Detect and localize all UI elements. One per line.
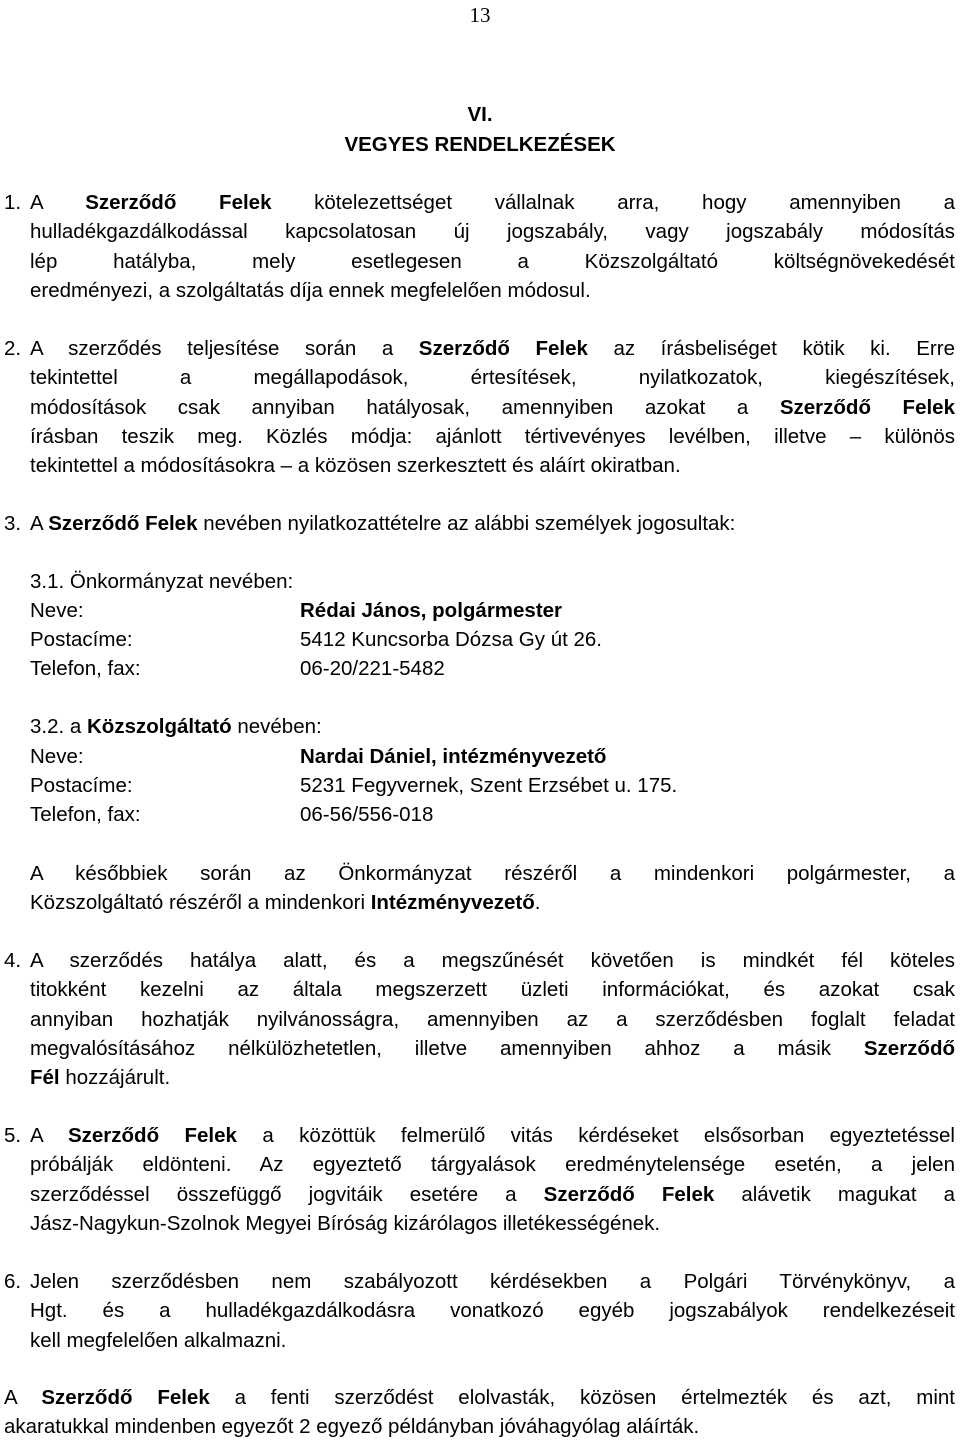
text: A — [30, 512, 49, 535]
role-name: Intézményvezető — [370, 891, 535, 915]
text: a közöttük felmerülő vitás kérdéseket elsősorban egyeztetéssel — [236, 1124, 955, 1147]
field-value: Nardai Dániel, intézményvezető — [300, 745, 607, 768]
section-1-text — [30, 188, 955, 305]
section-5-number: 5. — [4, 1124, 22, 1147]
party-name: Fél — [30, 1066, 60, 1090]
section-6-text — [30, 1267, 955, 1355]
party-name: Szerződő Felek — [48, 512, 198, 535]
chapter-title: VEGYES RENDELKEZÉSEK — [344, 133, 616, 156]
text-line: tekintettel a megállapodások, értesítések, nyilatkozatok, kiegészítések, — [30, 366, 955, 390]
section-3-2-title — [30, 712, 955, 741]
field-label: Neve: — [30, 745, 84, 768]
party-name: Közszolgáltató — [87, 715, 232, 738]
section-2-continuation — [4, 363, 955, 480]
text: hozzájárult. — [59, 1066, 171, 1090]
party-name: Szerződő Felek — [418, 337, 588, 360]
text: A — [4, 1386, 42, 1409]
section-3-1-title: 3.1. Önkormányzat nevében: — [30, 570, 294, 593]
field-label: Telefon, fax: — [30, 657, 141, 680]
party-name: Szerződő — [863, 1036, 955, 1060]
field-label: Postacíme: — [30, 628, 133, 651]
text-line: Jász-Nagykun-Szolnok Megyei Bíróság kizárólagos illetékességének. — [30, 1211, 661, 1235]
field-value: 5231 Fegyvernek, Szent Erzsébet u. 175. — [300, 774, 678, 797]
text: az írásbeliséget kötik ki. Erre — [587, 337, 955, 360]
field-label: Postacíme: — [30, 774, 133, 797]
section-3-number: 3. — [4, 512, 22, 535]
text: szerződéssel összefüggő jogvitáik esetére a — [30, 1182, 544, 1206]
text-line: tekintettel a módosításokra – a közösen szerkesztett és aláírt okiratban. — [30, 454, 681, 478]
section-6-number: 6. — [4, 1270, 22, 1293]
text-line: Hgt. és a hulladékgazdálkodásra vonatkozó egyéb jogszabályok rendelkezéseit — [30, 1299, 955, 1323]
text-line: A szerződés hatálya alatt, és a megszűnését követően is mindkét fél köteles — [30, 949, 955, 972]
text-line: A későbbiek során az Önkormányzat részéről a mindenkori polgármester, a — [30, 862, 955, 885]
party-name: Szerződő Felek — [779, 395, 955, 419]
text: a fenti szerződést elolvasták, közösen értelmezték és azt, mint — [209, 1386, 955, 1409]
party-name: Szerződő Felek — [85, 191, 272, 214]
section-3-1-phone-row — [30, 654, 955, 683]
section-2-text — [30, 334, 955, 363]
text-line: titokként kezelni az általa megszerzett üzleti információkat, és azokat csak — [30, 978, 955, 1002]
section-4-number: 4. — [4, 949, 22, 972]
text-line: írásban teszik meg. Közlés módja: ajánlott tértivevényes levélben, illetve – különös — [30, 424, 955, 448]
text: . — [534, 891, 541, 915]
text-line: kell megfelelően alkalmazni. — [30, 1328, 287, 1352]
text-line: eredményezi, a szolgáltatás díja ennek megfelelően módosul. — [30, 278, 591, 302]
text-line: lép hatályba, mely esetlegesen a Közszolgáltató költségnövekedését — [30, 249, 955, 273]
party-name: Szerződő Felek — [67, 1124, 237, 1147]
text: nevében: — [231, 715, 322, 738]
page-number: 13 — [469, 3, 491, 27]
text: Közszolgáltató részéről a mindenkori — [30, 891, 371, 915]
section-2-number: 2. — [4, 337, 22, 360]
section-3-text — [30, 509, 955, 538]
text-line: próbálják eldönteni. Az egyeztető tárgyalások eredménytelensége esetén, a jelen — [30, 1153, 955, 1177]
party-name: Szerződő Felek — [543, 1182, 715, 1206]
text: alávetik magukat a — [714, 1182, 955, 1206]
text: kötelezettséget vállalnak arra, hogy amennyiben a — [271, 191, 955, 214]
field-value: 06-56/556-018 — [300, 803, 434, 826]
field-label: Neve: — [30, 599, 84, 622]
field-label: Telefon, fax: — [30, 803, 141, 826]
text-line: Jelen szerződésben nem szabályozott kérdésekben a Polgári Törvénykönyv, a — [30, 1270, 955, 1293]
section-3-1-address-row — [30, 625, 955, 654]
text-line: akaratukkal mindenben egyezőt 2 egyező példányban jóváhagyólag aláírták. — [4, 1415, 700, 1439]
text: A — [30, 1124, 68, 1147]
text: A szerződés teljesítése során a — [30, 337, 419, 360]
text: A — [30, 191, 86, 214]
section-3-2-phone-row — [30, 800, 955, 829]
section-4-text — [30, 946, 955, 1092]
representatives-paragraph — [30, 859, 955, 918]
section-1-number: 1. — [4, 191, 22, 214]
section-5-text — [30, 1121, 955, 1238]
field-value: 5412 Kuncsorba Dózsa Gy út 26. — [300, 628, 602, 651]
text: megvalósításához nélkülözhetetlen, illetve amennyiben ahhoz a másik — [30, 1036, 864, 1060]
closing-paragraph — [4, 1383, 955, 1442]
text: 3.2. a — [30, 715, 87, 738]
field-value: 06-20/221-5482 — [300, 657, 445, 680]
section-3-2-address-row — [30, 771, 955, 800]
chapter-number: VI. — [467, 103, 493, 126]
text: nevében nyilatkozattételre az alábbi személyek jogosultak: — [197, 512, 736, 535]
section-3-1-name-row — [30, 596, 955, 625]
field-value: Rédai János, polgármester — [300, 599, 563, 622]
text: módosítások csak annyiban hatályosak, amennyiben azokat a — [30, 395, 780, 419]
text-line: hulladékgazdálkodással kapcsolatosan új jogszabály, vagy jogszabály módosítás — [30, 220, 955, 244]
party-name: Szerződő Felek — [41, 1386, 210, 1409]
section-3-2-name-row — [30, 742, 955, 771]
text-line: annyiban hozhatják nyilvánosságra, amennyiben az a szerződésben foglalt feladat — [30, 1007, 955, 1031]
